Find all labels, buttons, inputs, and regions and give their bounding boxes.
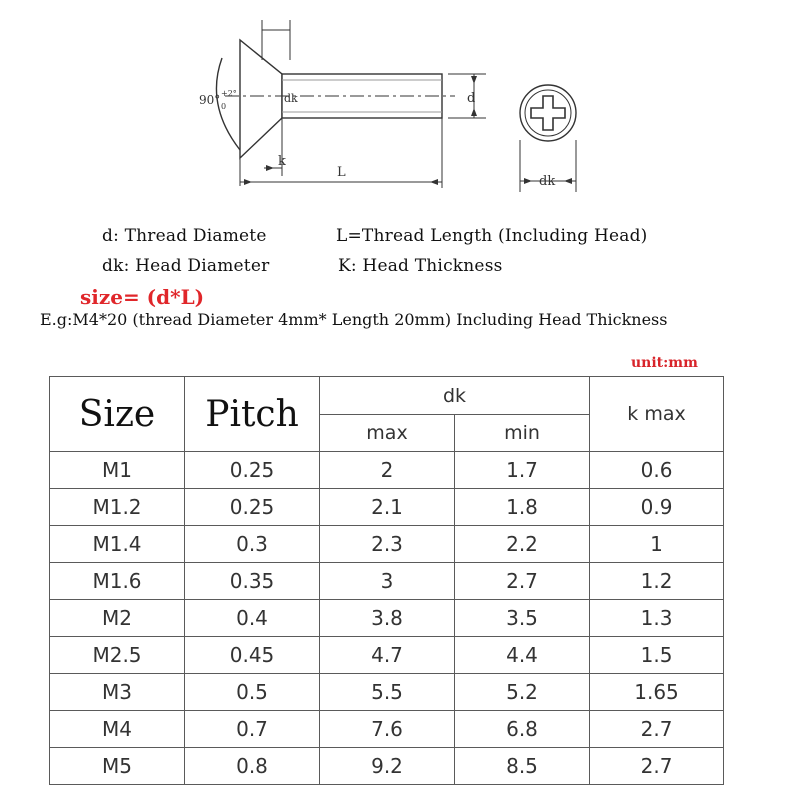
dk-max-cell: 3.8	[320, 600, 455, 637]
k-max-cell: 2.7	[590, 711, 724, 748]
screw-head	[240, 40, 282, 158]
pitch-cell: 0.45	[185, 637, 320, 674]
header-dk-max: max	[320, 415, 455, 452]
d-label: d	[467, 91, 476, 106]
dk-min-cell: 2.7	[455, 563, 590, 600]
legend-d: d: Thread Diamete	[102, 226, 267, 246]
legend-L: L=Thread Length (Including Head)	[336, 226, 648, 246]
table-row	[50, 489, 724, 526]
dk-min-cell: 4.4	[455, 637, 590, 674]
screw-drawing	[0, 0, 800, 210]
table-row	[50, 600, 724, 637]
k-max-cell: 2.7	[590, 748, 724, 785]
pitch-cell: 0.35	[185, 563, 320, 600]
L-label: L	[337, 165, 346, 180]
k-max-cell: 0.9	[590, 489, 724, 526]
pitch-cell: 0.3	[185, 526, 320, 563]
table-row	[50, 711, 724, 748]
table-row	[50, 452, 724, 489]
dk-label-side: dk	[284, 92, 298, 105]
angle-tolerance-bottom: 0	[221, 102, 227, 111]
table-row	[50, 674, 724, 711]
spec-table	[49, 376, 724, 785]
size-cell: M2.5	[50, 637, 185, 674]
dk-min-cell: 3.5	[455, 600, 590, 637]
k-max-cell: 0.6	[590, 452, 724, 489]
dk-max-cell: 7.6	[320, 711, 455, 748]
size-cell: M1.4	[50, 526, 185, 563]
example-text: E.g:M4*20 (thread Diameter 4mm* Length 20mm) Including Head Thickness	[40, 310, 668, 329]
dk-label-head: dk	[539, 174, 556, 189]
pitch-cell: 0.25	[185, 489, 320, 526]
size-cell: M1.6	[50, 563, 185, 600]
header-kmax: k max	[590, 377, 724, 452]
dk-max-cell: 2.3	[320, 526, 455, 563]
k-label: k	[278, 154, 286, 169]
dk-max-cell: 2	[320, 452, 455, 489]
dk-min-cell: 5.2	[455, 674, 590, 711]
size-formula: size= (d*L)	[80, 285, 205, 309]
table-row	[50, 526, 724, 563]
header-pitch: Pitch	[185, 377, 320, 452]
pitch-cell: 0.8	[185, 748, 320, 785]
dk-max-cell: 2.1	[320, 489, 455, 526]
k-max-cell: 1.65	[590, 674, 724, 711]
pitch-cell: 0.7	[185, 711, 320, 748]
dk-min-cell: 1.7	[455, 452, 590, 489]
dk-min-cell: 8.5	[455, 748, 590, 785]
legend-dk: dk: Head Diameter	[102, 256, 270, 276]
k-max-cell: 1.3	[590, 600, 724, 637]
k-max-cell: 1.5	[590, 637, 724, 674]
unit-label: unit:mm	[631, 355, 698, 371]
size-cell: M5	[50, 748, 185, 785]
size-cell: M3	[50, 674, 185, 711]
dk-min-cell: 1.8	[455, 489, 590, 526]
size-cell: M2	[50, 600, 185, 637]
pitch-cell: 0.5	[185, 674, 320, 711]
table-row	[50, 563, 724, 600]
legend-K: K: Head Thickness	[338, 256, 503, 276]
size-cell: M1	[50, 452, 185, 489]
k-max-cell: 1	[590, 526, 724, 563]
header-dk-min: min	[455, 415, 590, 452]
dk-max-cell: 9.2	[320, 748, 455, 785]
size-cell: M4	[50, 711, 185, 748]
table-row	[50, 637, 724, 674]
header-size: Size	[50, 377, 185, 452]
dk-min-cell: 2.2	[455, 526, 590, 563]
dk-max-cell: 3	[320, 563, 455, 600]
table-row	[50, 748, 724, 785]
pitch-cell: 0.25	[185, 452, 320, 489]
angle-label: 90°	[199, 93, 221, 107]
dk-max-cell: 4.7	[320, 637, 455, 674]
size-cell: M1.2	[50, 489, 185, 526]
spec-table-body	[50, 452, 724, 785]
dk-max-cell: 5.5	[320, 674, 455, 711]
k-max-cell: 1.2	[590, 563, 724, 600]
header-dk: dk	[320, 377, 590, 415]
angle-tolerance-top: +2°	[221, 89, 237, 98]
dk-min-cell: 6.8	[455, 711, 590, 748]
pitch-cell: 0.4	[185, 600, 320, 637]
